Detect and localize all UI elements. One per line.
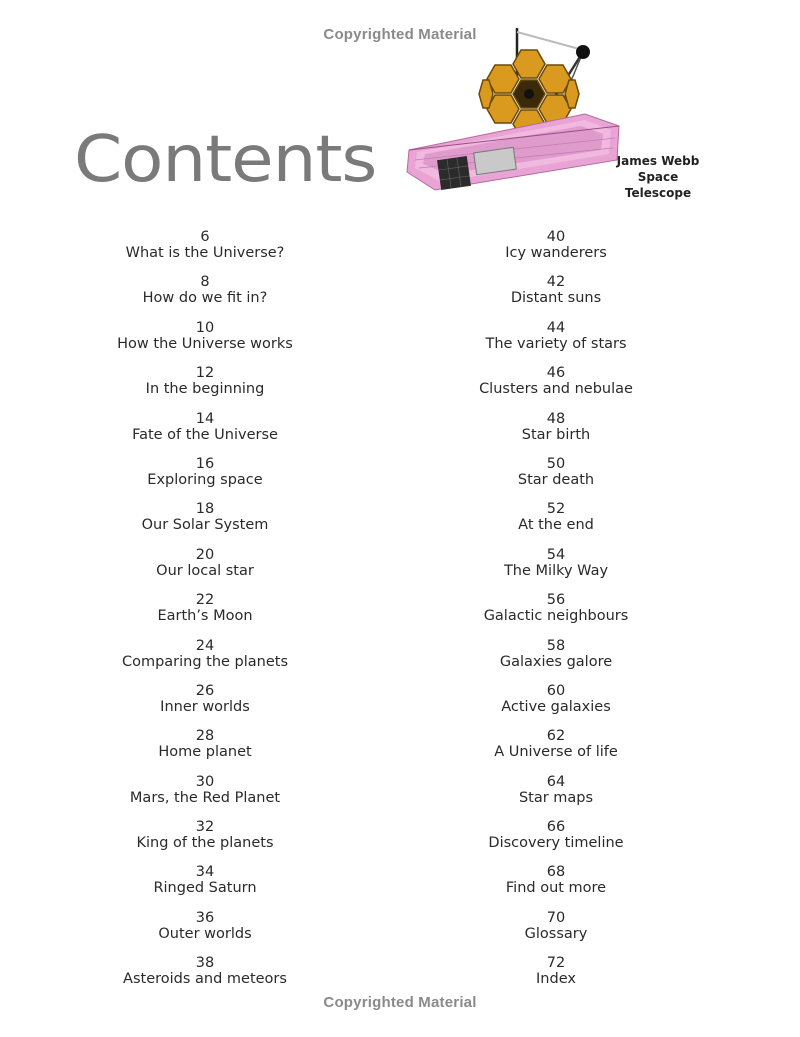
chapter-title: Outer worlds	[158, 925, 252, 942]
toc-entry[interactable]	[396, 320, 716, 365]
caption-line-1: James Webb	[616, 154, 700, 168]
image-caption	[606, 153, 710, 201]
chapter-title: Our Solar System	[141, 517, 269, 534]
chapter-title: Star birth	[521, 426, 591, 443]
page-number: 58	[546, 637, 566, 654]
page-number: 68	[546, 864, 566, 881]
chapter-title: In the beginning	[145, 381, 265, 398]
page-number: 42	[546, 274, 566, 291]
chapter-title: Mars, the Red Planet	[129, 789, 281, 806]
chapter-title: The Milky Way	[503, 562, 609, 579]
toc-entry[interactable]	[45, 547, 365, 592]
toc-entry[interactable]	[45, 501, 365, 546]
page-number: 66	[546, 819, 566, 836]
toc-entry[interactable]	[45, 456, 365, 501]
toc-entry[interactable]	[396, 547, 716, 592]
page-number: 10	[195, 319, 215, 336]
page-number: 24	[195, 637, 215, 654]
chapter-title: Ringed Saturn	[153, 880, 257, 897]
toc-entry[interactable]	[396, 910, 716, 955]
chapter-title: A Universe of life	[494, 744, 618, 761]
copyright-watermark-top: Copyrighted Material	[323, 26, 477, 43]
toc-entry[interactable]	[396, 592, 716, 637]
chapter-title: Asteroids and meteors	[123, 971, 287, 988]
toc-entry[interactable]	[45, 365, 365, 410]
page-number: 64	[546, 773, 566, 790]
chapter-title: Distant suns	[510, 290, 602, 307]
toc-entry[interactable]	[45, 774, 365, 819]
chapter-title: Our local star	[156, 562, 254, 579]
page-number: 36	[195, 909, 215, 926]
toc-entry[interactable]	[45, 728, 365, 773]
toc-entry[interactable]	[45, 320, 365, 365]
page-number: 56	[546, 592, 566, 609]
contents-column-left	[45, 229, 365, 1001]
chapter-title: Home planet	[158, 744, 252, 761]
toc-entry[interactable]	[396, 864, 716, 909]
toc-entry[interactable]	[396, 728, 716, 773]
chapter-title: Find out more	[505, 880, 607, 897]
toc-entry[interactable]	[45, 229, 365, 274]
toc-entry[interactable]	[45, 819, 365, 864]
page-number: 20	[195, 546, 215, 563]
toc-entry[interactable]	[45, 864, 365, 909]
toc-entry[interactable]	[45, 910, 365, 955]
toc-entry[interactable]	[396, 229, 716, 274]
page-number: 16	[195, 455, 215, 472]
page-number: 70	[546, 909, 566, 926]
toc-entry[interactable]	[396, 411, 716, 456]
james-webb-telescope-illustration	[405, 22, 625, 200]
chapter-title: Comparing the planets	[121, 653, 289, 670]
page-number: 30	[195, 773, 215, 790]
page-number: 12	[195, 365, 215, 382]
toc-entry[interactable]	[396, 456, 716, 501]
chapter-title: Clusters and nebulae	[479, 381, 633, 398]
chapter-title: Discovery timeline	[488, 835, 624, 852]
page-number: 52	[546, 501, 566, 518]
page-number: 18	[195, 501, 215, 518]
chapter-title: At the end	[518, 517, 594, 534]
chapter-title: The variety of stars	[485, 335, 627, 352]
page-number: 44	[546, 319, 566, 336]
toc-entry[interactable]	[396, 638, 716, 683]
chapter-title: Exploring space	[147, 471, 263, 488]
toc-entry[interactable]	[45, 683, 365, 728]
toc-entry[interactable]	[45, 592, 365, 637]
page-number: 22	[195, 592, 215, 609]
page-number: 72	[546, 955, 566, 972]
page-number: 50	[546, 455, 566, 472]
copyright-watermark-bottom: Copyrighted Material	[323, 994, 477, 1011]
toc-entry[interactable]	[45, 638, 365, 683]
page-number: 8	[200, 274, 210, 291]
chapter-title: King of the planets	[136, 835, 274, 852]
chapter-title: Galactic neighbours	[483, 608, 629, 625]
toc-entry[interactable]	[396, 365, 716, 410]
page-number: 46	[546, 365, 566, 382]
caption-line-2: Space Telescope	[624, 170, 692, 200]
chapter-title: Star maps	[518, 789, 594, 806]
chapter-title: Star death	[517, 471, 595, 488]
toc-entry[interactable]	[396, 683, 716, 728]
page-number: 34	[195, 864, 215, 881]
page-title: Contents	[74, 123, 377, 197]
page-number: 60	[546, 682, 566, 699]
chapter-title: Index	[536, 971, 576, 988]
chapter-title: Earth’s Moon	[157, 608, 253, 625]
page-number: 6	[200, 229, 210, 245]
page-number: 28	[195, 728, 215, 745]
page-number: 40	[546, 229, 566, 245]
toc-entry[interactable]	[396, 774, 716, 819]
chapter-title: Galaxies galore	[499, 653, 613, 670]
chapter-title: How the Universe works	[117, 335, 293, 352]
page-number: 26	[195, 682, 215, 699]
chapter-title: Fate of the Universe	[132, 426, 278, 443]
chapter-title: Glossary	[524, 925, 588, 942]
contents-column-right	[396, 229, 716, 1001]
page-number: 54	[546, 546, 566, 563]
page-number: 62	[546, 728, 566, 745]
page-number: 38	[195, 955, 215, 972]
chapter-title: How do we fit in?	[142, 290, 268, 307]
toc-entry[interactable]	[45, 274, 365, 319]
chapter-title: Inner worlds	[160, 698, 250, 715]
toc-entry[interactable]	[396, 501, 716, 546]
toc-entry[interactable]	[45, 411, 365, 456]
chapter-title: Icy wanderers	[505, 245, 607, 261]
page-number: 48	[546, 410, 566, 427]
chapter-title: Active galaxies	[501, 698, 611, 715]
toc-entry[interactable]	[396, 819, 716, 864]
page-number: 14	[195, 410, 215, 427]
toc-entry[interactable]	[396, 274, 716, 319]
chapter-title: What is the Universe?	[125, 245, 285, 261]
page-number: 32	[195, 819, 215, 836]
